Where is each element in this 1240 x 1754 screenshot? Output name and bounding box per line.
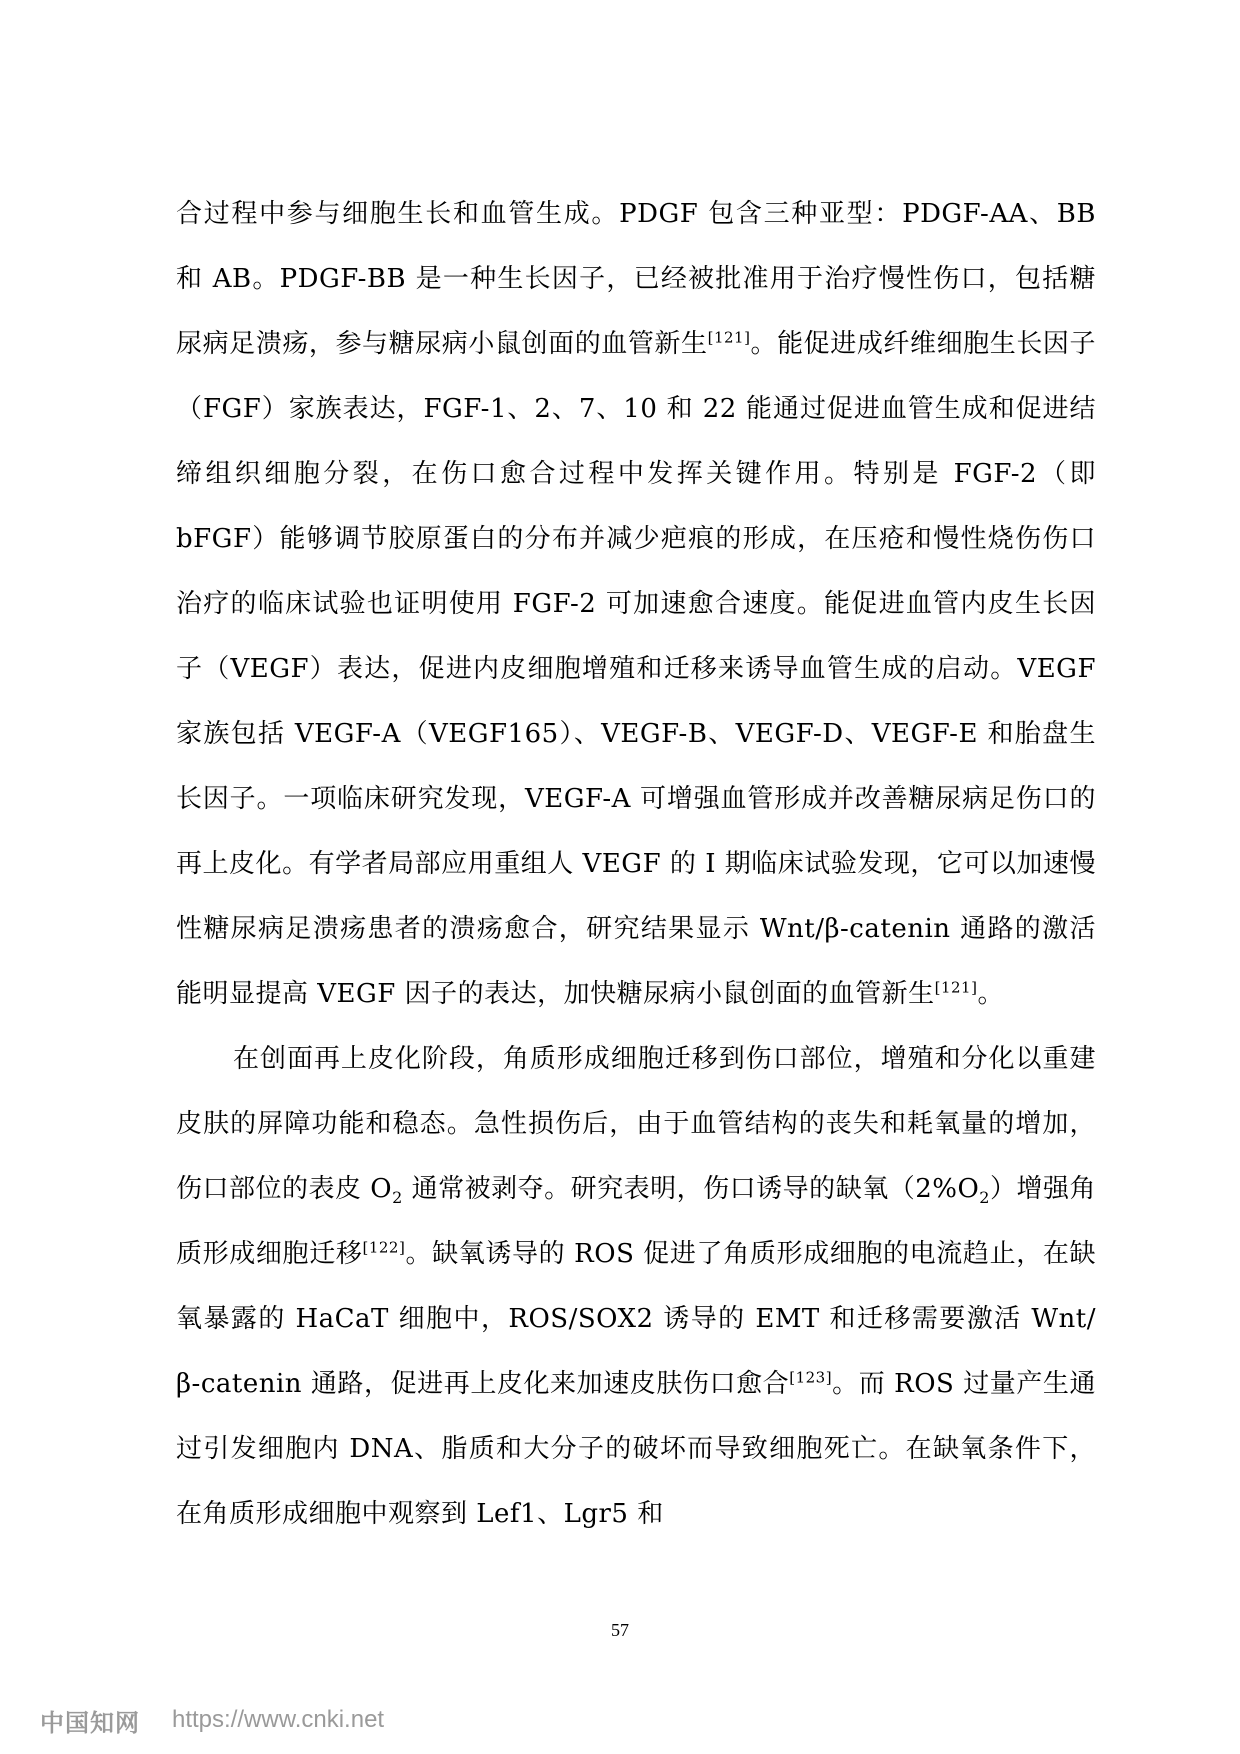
citation-ref: [121] [707, 328, 751, 347]
text-run: ）增强角质形成细胞迁移 [176, 1174, 1096, 1269]
text-run: 。缺氧诱导的 ROS 促进了角质形成细胞的电流趋止，在缺氧暴露的 HaCaT 细胞中，ROS/SOX2 诱导的 EMT 和迁移需要激活 Wnt/β-catenin 通路，促进再上皮化来加速皮肤伤口愈合 [176, 1239, 1096, 1399]
paragraph [176, 182, 1096, 1027]
text-run: 。 [977, 979, 1004, 1009]
subscript: 2 [979, 1188, 990, 1208]
text-run: 。而 ROS 过量产生通过引发细胞内 DNA、脂质和大分子的破坏而导致细胞死亡。在缺氧条件下，在角质形成细胞中观察到 Lef1、Lgr5 和 [176, 1369, 1096, 1529]
text-run: 在创面再上皮化阶段，角质形成细胞迁移到伤口部位，增殖和分化以重建皮肤的屏障功能和稳态。急性损伤后，由于血管结构的丧失和耗氧量的增加，伤口部位的表皮 O [176, 1044, 1096, 1204]
citation-ref: [122] [362, 1238, 406, 1257]
footer [40, 1705, 384, 1735]
page-number: 57 [611, 1620, 629, 1640]
citation-ref: [121] [934, 978, 978, 997]
footer-url[interactable]: https://www.cnki.net [172, 1706, 385, 1733]
cnki-logo: 中国知网 [40, 1708, 140, 1737]
subscript: 2 [392, 1188, 403, 1208]
text-run: 通常被剥夺。研究表明，伤口诱导的缺氧（2%O [402, 1174, 980, 1204]
paragraph [176, 1027, 1096, 1547]
body-text [176, 182, 1096, 1547]
text-run: 。能促进成纤维细胞生长因子（FGF）家族表达，FGF-1、2、7、10 和 22 能通过促进血管生成和促进结缔组织细胞分裂，在伤口愈合过程中发挥关键作用。特别是 FGF-2（即 bFGF）能够调节胶原蛋白的分布并减少疤痕的形成，在压疮和慢性烧伤伤口治疗的临床试验也证明使用 FGF-2 可加速愈合速度。能促进血管内皮生长因子（VEGF）表达，促进内皮细胞增殖和迁移来诱导血管生成的启动。VEGF 家族包括 VEGF-A（VEGF165）、VEGF-B、VEGF-D、VEGF-E 和胎盘生长因子。一项临床研究发现，VEGF-A 可增强血管形成并改善糖尿病足伤口的再上皮化。有学者局部应用重组人 VEGF 的 I 期临床试验发现，它可以加速慢性糖尿病足溃疡患者的溃疡愈合，研究结果显示 Wnt/β-catenin 通路的激活能明显提高 VEGF 因子的表达，加快糖尿病小鼠创面的血管新生 [176, 329, 1096, 1009]
citation-ref: [123] [789, 1368, 833, 1387]
text-run: 合过程中参与细胞生长和血管生成。PDGF 包含三种亚型：PDGF-AA、BB 和 AB。PDGF-BB 是一种生长因子，已经被批准用于治疗慢性伤口，包括糖尿病足溃疡，参与糖尿病小鼠创面的血管新生 [176, 199, 1096, 359]
